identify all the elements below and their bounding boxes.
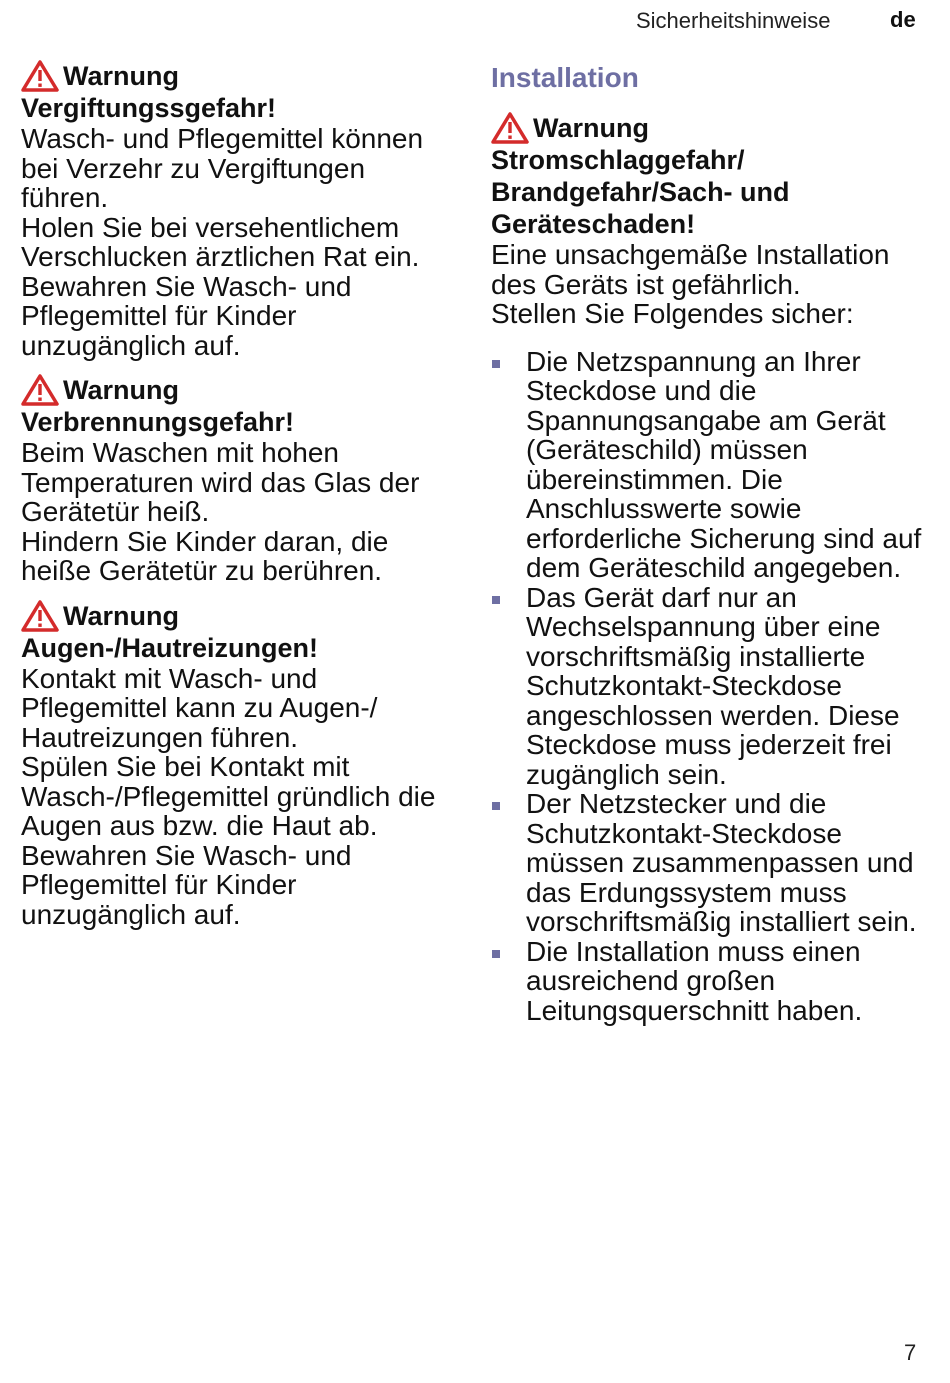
- warning-burns: [21, 374, 451, 586]
- warning-heading: [21, 374, 451, 406]
- square-bullet-icon: [492, 360, 500, 368]
- right-column: [491, 60, 931, 1025]
- warning-label: Warnung: [63, 61, 179, 91]
- warning-title: Augen-/Hautreizungen!: [21, 632, 318, 663]
- list-item-text: Die Installation muss einen ausreichend großen Leitungsquerschnitt haben.: [526, 935, 863, 1026]
- section-name: Sicherheitshinweise: [636, 8, 831, 33]
- page-number: 7: [904, 1340, 917, 1365]
- warning-triangle-icon: [21, 60, 59, 92]
- warning-text: Stellen Sie Folgendes sicher:: [491, 298, 854, 329]
- warning-text: Eine unsachgemäße Installation des Geräts ist gefährlich.: [491, 239, 890, 300]
- warning-label: Warnung: [63, 375, 179, 405]
- warning-label: Warnung: [63, 600, 179, 631]
- list-item-text: Das Gerät darf nur an Wechselspannung über eine vorschriftsmäßig installierte Schutzkontakt-Steckdose angeschlossen werden. Diese Steckdose muss jederzeit frei zugänglich sein.: [526, 581, 900, 790]
- list-item-text: Der Netzstecker und die Schutzkontakt-Steckdose müssen zusammenpassen und das Erdungssystem muss vorschriftsmäßig installiert sein.: [526, 788, 917, 937]
- language-code: de: [890, 7, 916, 32]
- warning-text: Hindern Sie Kinder daran, die heiße Gerätetür zu berühren.: [21, 525, 389, 586]
- square-bullet-icon: [492, 596, 500, 604]
- list-item-text: Die Netzspannung an Ihrer Steckdose und die Spannungsangabe am Gerät (Geräteschild) müssen übereinstimmen. Die Anschlusswerte sowie erforderliche Sicherung sind auf dem Geräteschild angegeben.: [526, 345, 922, 583]
- left-column: [21, 60, 451, 943]
- warning-heading: [21, 60, 451, 92]
- section-heading-installation: Installation: [491, 62, 639, 93]
- list-item: [491, 937, 931, 1026]
- warning-triangle-icon: [21, 600, 59, 632]
- installation-checklist: [491, 347, 931, 1026]
- list-item: [491, 789, 931, 937]
- warning-text: Wasch- und Pflegemittel können bei Verzehr zu Vergiftungen führen.: [21, 123, 424, 213]
- warning-heading: [491, 112, 931, 144]
- warning-text: Beim Waschen mit hohen Temperaturen wird das Glas der Gerätetür heiß.: [21, 437, 420, 527]
- warning-text: Kontakt mit Wasch- und Pflegemittel kann zu Augen-/ Hautreizungen führen.: [21, 662, 378, 753]
- warning-triangle-icon: [491, 112, 529, 144]
- list-item: [491, 583, 931, 790]
- warning-text: Holen Sie bei versehentlichem Verschlucken ärztlichen Rat ein. Bewahren Sie Wasch- und Pflegemittel für Kinder unzugänglich auf.: [21, 211, 420, 361]
- warning-irritation: [21, 600, 451, 930]
- warning-heading: [21, 600, 451, 632]
- square-bullet-icon: [492, 802, 500, 810]
- warning-installation: [491, 112, 931, 329]
- warning-title: Verbrennungsgefahr!: [21, 407, 295, 437]
- warning-title: Stromschlaggefahr/ Brandgefahr/Sach- und Geräteschaden!: [491, 145, 790, 239]
- square-bullet-icon: [492, 950, 500, 958]
- warning-triangle-icon: [21, 374, 59, 406]
- warning-text: Spülen Sie bei Kontakt mit Wasch-/Pflegemittel gründlich die Augen aus bzw. die Haut ab. Bewahren Sie Wasch- und Pflegemittel für Kinder unzugänglich auf.: [21, 751, 436, 930]
- list-item: [491, 347, 931, 583]
- warning-title: Vergiftungssgefahr!: [21, 93, 277, 123]
- warning-poisoning: [21, 60, 451, 360]
- warning-label: Warnung: [533, 113, 649, 143]
